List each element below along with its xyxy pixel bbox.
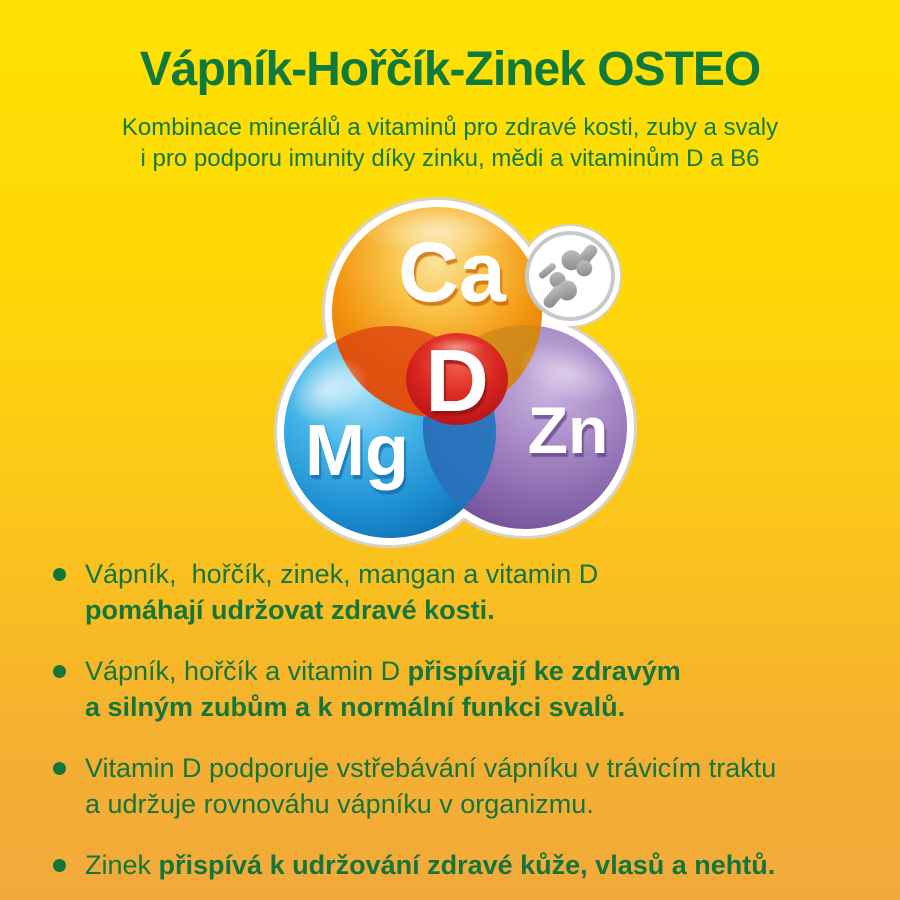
ca-label: Ca [398,225,506,319]
benefits-list [50,556,880,900]
zn-label: Zn [527,393,609,467]
benefit-item [50,847,880,883]
bullet-dot [53,859,66,872]
header [0,42,900,174]
benefit-item [50,653,880,725]
benefit-text: Zinek přispívá k udržování zdravé kůže, vlasů a nehtů. [85,850,776,880]
mineral-venn-diagram [250,185,650,557]
mg-label: Mg [305,411,409,491]
bullet-dot [53,665,66,678]
subtitle [0,112,900,174]
benefit-item [50,750,880,822]
bullet-dot [53,762,66,775]
bullet-dot [53,568,66,581]
subtitle-line-1: Kombinace minerálů a vitaminů pro zdravé kosti, zuby a svaly [121,114,779,141]
benefit-text: Vitamin D podporuje vstřebávání vápníku v trávicím traktu a udržuje rovnováhu vápníku v organizmu. [85,753,777,819]
d-label: D [425,331,489,430]
page-title: Vápník-Hořčík-Zinek OSTEO [139,43,761,96]
benefit-text: Vápník, hořčík a vitamin D přispívají ke zdravým a silným zubům a k normální funkci svalů. [85,656,681,722]
benefit-item [50,556,880,628]
venn-diagram-svg [250,185,650,557]
benefit-text: Vápník, hořčík, zinek, mangan a vitamin D pomáhají udržovat zdravé kosti. [85,559,599,625]
subtitle-line-2: i pro podporu imunity díky zinku, mědi a vitaminům D a B6 [140,145,760,172]
